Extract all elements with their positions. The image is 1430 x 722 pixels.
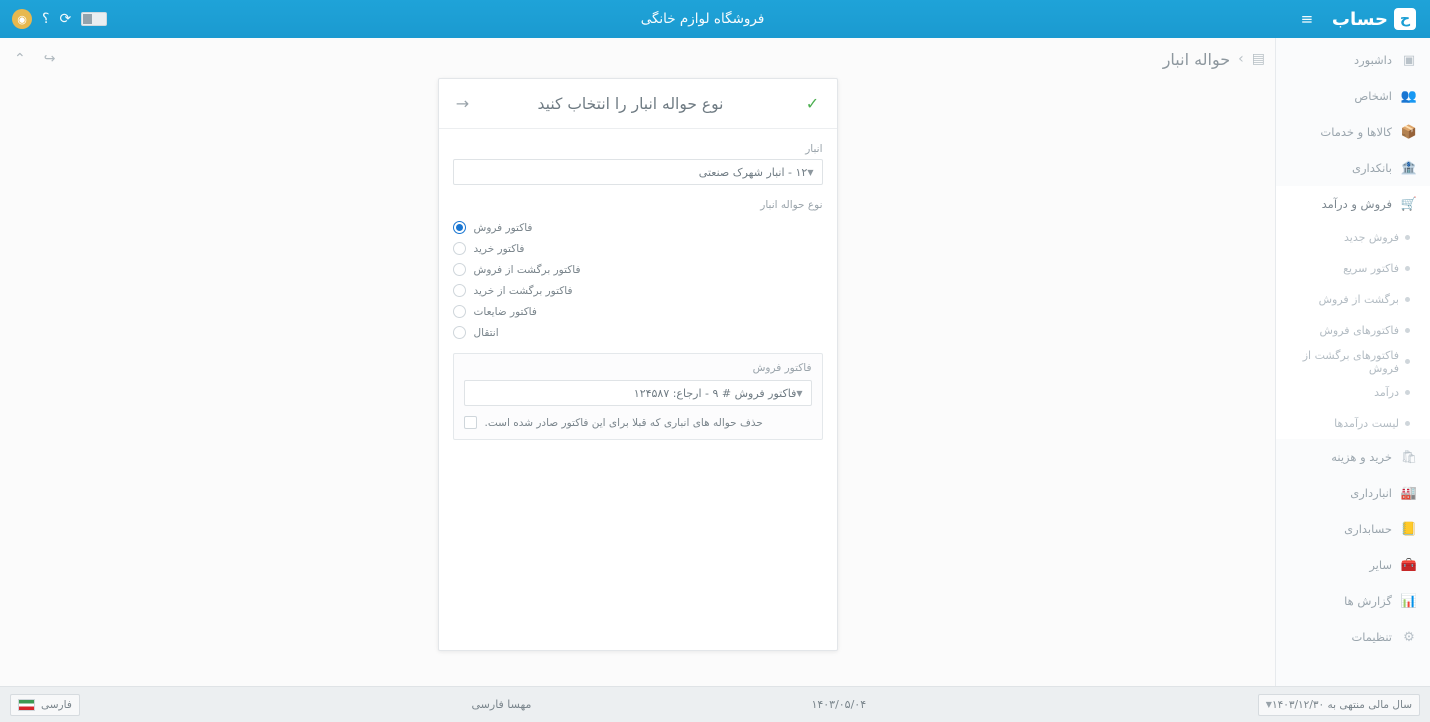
window-controls-icon[interactable] (81, 12, 107, 26)
bullet-icon (1405, 328, 1410, 333)
sidebar-item-sales[interactable] (1276, 186, 1430, 222)
bullet-icon (1405, 266, 1410, 271)
invoice-select-value: فاکتور فروش # ۹ - ارجاع: ۱۲۴۵۸۷ (633, 386, 797, 400)
sidebar-item-persons[interactable] (1276, 78, 1430, 114)
radio-label: فاکتور خرید (473, 242, 525, 255)
breadcrumb-separator: › (1238, 51, 1244, 67)
status-center (80, 698, 1258, 711)
delete-existing-vouchers-row[interactable] (464, 416, 812, 429)
sidebar[interactable] (1275, 38, 1430, 686)
brand-logo-icon: ح (1394, 8, 1416, 30)
sidebar-item-reports[interactable] (1276, 583, 1430, 619)
sidebar-subitem-sales-invoices[interactable] (1276, 315, 1430, 346)
sidebar-subitem-label: فاکتورهای فروش (1319, 324, 1399, 337)
language-selector[interactable] (10, 694, 80, 716)
radio-icon[interactable] (453, 326, 466, 339)
fiscal-year-select[interactable] (1258, 694, 1420, 716)
cart-icon: 🛒 (1400, 196, 1418, 212)
warehouse-icon: 🏭 (1400, 485, 1418, 501)
radio-label: فاکتور ضایعات (473, 305, 537, 318)
sidebar-subitem-new-sale[interactable] (1276, 222, 1430, 253)
radio-icon[interactable] (453, 242, 466, 255)
chevron-down-icon: ▼ (796, 388, 803, 398)
sidebar-item-goods[interactable] (1276, 114, 1430, 150)
radio-label: انتقال (473, 326, 499, 339)
page-title: حواله انبار (1162, 49, 1231, 69)
company-title: فروشگاه لوازم خانگی (640, 11, 765, 27)
sidebar-item-label: کالاها و خدمات (1320, 125, 1392, 139)
warehouse-select[interactable] (453, 159, 823, 185)
ledger-icon: 📒 (1400, 521, 1418, 537)
user-avatar[interactable]: ◉ (12, 9, 32, 29)
sidebar-item-label: انبارداری (1350, 486, 1392, 500)
people-icon: 👥 (1400, 88, 1418, 104)
radio-option-waste[interactable] (453, 301, 823, 322)
chevron-down-icon: ▼ (807, 167, 814, 177)
sidebar-item-accounting[interactable] (1276, 511, 1430, 547)
sidebar-subitem-label: فاکتور سریع (1343, 262, 1399, 275)
radio-icon[interactable] (453, 284, 466, 297)
radio-option-transfer[interactable] (453, 322, 823, 343)
refresh-icon[interactable]: ⟳ (59, 11, 72, 27)
sidebar-subitem-return-invoices[interactable] (1276, 346, 1430, 377)
sidebar-item-label: اشخاص (1354, 89, 1392, 103)
exit-icon[interactable]: ↪ (43, 51, 56, 67)
warehouse-select-value: ۱۲ - انبار شهرک صنعتی (698, 165, 808, 179)
status-left (0, 694, 80, 716)
sidebar-item-label: داشبورد (1353, 53, 1392, 67)
sidebar-item-label: فروش و درآمد (1321, 197, 1392, 211)
sidebar-item-label: بانکداری (1351, 161, 1392, 175)
sidebar-subitem-quick-invoice[interactable] (1276, 253, 1430, 284)
sidebar-subitem-label: درآمد (1374, 386, 1399, 399)
sidebar-item-banking[interactable] (1276, 150, 1430, 186)
toolbox-icon: 🧰 (1400, 557, 1418, 573)
sidebar-item-other[interactable] (1276, 547, 1430, 583)
sales-invoice-panel (453, 353, 823, 440)
radio-label: فاکتور برگشت از فروش (473, 263, 581, 276)
gear-icon: ⚙ (1403, 629, 1415, 645)
radio-label: فاکتور برگشت از خرید (473, 284, 573, 297)
page-icon: ▤ (1251, 51, 1265, 67)
sidebar-item-purchase[interactable] (1276, 439, 1430, 475)
dialog-body (439, 129, 837, 450)
radio-icon[interactable] (453, 305, 466, 318)
radio-option-sales-invoice[interactable] (453, 217, 823, 238)
bullet-icon (1405, 297, 1410, 302)
sidebar-item-label: سایر (1369, 558, 1392, 572)
bag-icon: 🛍 (1400, 449, 1418, 465)
help-icon[interactable]: ؟ (42, 11, 50, 27)
sidebar-subitem-label: برگشت از فروش (1318, 293, 1399, 306)
confirm-icon[interactable]: ✓ (805, 94, 820, 113)
radio-icon[interactable] (453, 221, 466, 234)
sidebar-item-label: گزارش ها (1344, 594, 1392, 608)
radio-option-purchase-return[interactable] (453, 280, 823, 301)
current-date: ۱۴۰۳/۰۵/۰۴ (811, 698, 867, 711)
back-arrow-icon[interactable]: → (455, 94, 470, 113)
breadcrumb (0, 38, 1275, 80)
language-label: فارسی (41, 698, 72, 711)
brand[interactable] (1322, 0, 1430, 38)
sidebar-subitem-sales-return[interactable] (1276, 284, 1430, 315)
sidebar-item-settings[interactable] (1276, 619, 1430, 655)
delete-existing-vouchers-checkbox[interactable] (464, 416, 477, 429)
bullet-icon (1405, 235, 1410, 240)
warehouse-voucher-dialog (438, 78, 838, 651)
top-bar (0, 0, 1430, 38)
menu-icon[interactable]: ≡ (1300, 10, 1314, 28)
sidebar-item-label: خرید و هزینه (1331, 450, 1392, 464)
current-user: مهسا فارسی (471, 698, 532, 711)
sidebar-item-dashboard[interactable] (1276, 42, 1430, 78)
topbar-actions (0, 9, 113, 29)
bullet-icon (1405, 390, 1410, 395)
radio-option-purchase-invoice[interactable] (453, 238, 823, 259)
reports-icon: 📊 (1400, 593, 1418, 609)
bank-icon: 🏦 (1400, 160, 1418, 176)
radio-option-sales-return[interactable] (453, 259, 823, 280)
breadcrumb-actions (14, 51, 55, 67)
brand-text: حساب (1331, 8, 1388, 30)
dialog-title: نوع حواله انبار را انتخاب کنید (537, 94, 724, 113)
dialog-header (439, 79, 837, 129)
fiscal-year-value: سال مالی منتهی به ۱۴۰۳/۱۲/۳۰ (1271, 698, 1412, 711)
sidebar-subitem-label: فروش جدید (1344, 231, 1399, 244)
warehouse-label: انبار (805, 143, 823, 155)
invoice-select[interactable] (464, 380, 812, 406)
sales-invoice-panel-title: فاکتور فروش (752, 362, 812, 374)
sidebar-subitem-income[interactable] (1276, 377, 1430, 408)
radio-label: فاکتور فروش (473, 221, 533, 234)
voucher-type-label: نوع حواله انبار (760, 199, 823, 211)
chevron-down-icon: ▼ (1265, 700, 1272, 709)
content-area (0, 38, 1275, 686)
radio-icon[interactable] (453, 263, 466, 276)
bullet-icon (1405, 359, 1410, 364)
box-icon: 📦 (1400, 124, 1418, 140)
sidebar-subitem-income-list[interactable] (1276, 408, 1430, 439)
bullet-icon (1405, 421, 1410, 426)
delete-existing-vouchers-label: حذف حواله های انباری که قبلا برای این فاکتور صادر شده است. (484, 416, 763, 429)
status-bar (0, 686, 1430, 722)
sidebar-subitem-label: لیست درآمدها (1334, 417, 1399, 430)
sidebar-item-label: حسابداری (1344, 522, 1392, 536)
sidebar-item-inventory[interactable] (1276, 475, 1430, 511)
sidebar-item-label: تنظیمات (1351, 630, 1392, 644)
sidebar-subitem-label: فاکتورهای برگشت از فروش (1302, 348, 1399, 375)
breadcrumb-right (1163, 50, 1265, 69)
chevron-up-icon[interactable]: ⌃ (14, 51, 26, 67)
flag-icon (18, 699, 35, 711)
dashboard-icon: ▣ (1402, 52, 1416, 68)
